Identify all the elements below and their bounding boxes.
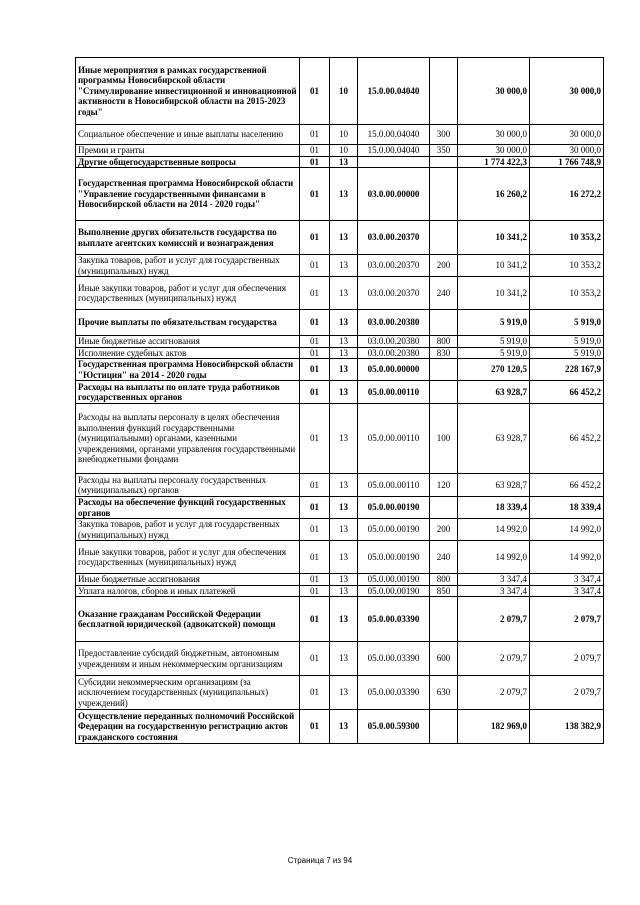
row-sum-2019: 30 000,0 (458, 125, 530, 145)
row-target-article: 05.0.00.00110 (358, 404, 430, 474)
row-section: 01 (300, 277, 330, 310)
row-section: 01 (300, 497, 330, 519)
row-section: 01 (300, 381, 330, 404)
row-expense-type: 850 (430, 585, 458, 597)
row-expense-type: 800 (430, 574, 458, 586)
row-sum-2019: 30 000,0 (458, 58, 530, 125)
row-name: Расходы на выплаты персоналу государственных (муниципальных) органов (76, 474, 300, 497)
table-row (76, 642, 604, 676)
row-target-article: 05.0.00.03390 (358, 597, 430, 642)
row-sum-2020: 66 452,2 (530, 474, 604, 497)
row-section: 01 (300, 125, 330, 145)
row-sum-2019: 63 928,7 (458, 474, 530, 497)
row-target-article: 03.0.00.20380 (358, 347, 430, 359)
table-row (76, 497, 604, 519)
row-name: Иные мероприятия в рамках государственной программы Новосибирской области "Стимулирование инвестиционной и инновационной активности в Новосибирской области на 2015-2023 годы" (76, 58, 300, 125)
table-row (76, 221, 604, 255)
row-subsection: 13 (330, 168, 358, 221)
row-name: Осуществление переданных полномочий Российской Федерации на государственную регистрацию актов гражданского состояния (76, 710, 300, 744)
row-sum-2019: 270 120,5 (458, 359, 530, 381)
row-section: 01 (300, 310, 330, 336)
row-target-article: 05.0.00.00190 (358, 519, 430, 541)
row-sum-2020: 14 992,0 (530, 519, 604, 541)
row-subsection: 10 (330, 58, 358, 125)
row-subsection: 13 (330, 277, 358, 310)
row-sum-2020: 5 919,0 (530, 336, 604, 348)
row-subsection: 13 (330, 221, 358, 255)
row-sum-2019: 10 341,2 (458, 221, 530, 255)
row-sum-2020: 66 452,2 (530, 381, 604, 404)
row-name: Расходы на выплаты персоналу в целях обеспечения выполнения функций государственными (муниципальными) органами, казенными учреждениями, органами управления государственными внебюджетными фондами (76, 404, 300, 474)
table-row (76, 519, 604, 541)
table-body (76, 58, 604, 744)
row-target-article: 05.0.00.00190 (358, 574, 430, 586)
row-subsection: 13 (330, 474, 358, 497)
table-row (76, 277, 604, 310)
row-subsection: 13 (330, 585, 358, 597)
row-sum-2020: 18 339,4 (530, 497, 604, 519)
row-subsection: 13 (330, 255, 358, 277)
row-target-article: 15.0.00.04040 (358, 58, 430, 125)
row-expense-type: 830 (430, 347, 458, 359)
row-subsection: 13 (330, 642, 358, 676)
row-sum-2019: 5 919,0 (458, 347, 530, 359)
row-subsection: 13 (330, 359, 358, 381)
row-expense-type: 600 (430, 642, 458, 676)
row-section: 01 (300, 519, 330, 541)
table-row (76, 310, 604, 336)
row-sum-2019: 14 992,0 (458, 519, 530, 541)
row-sum-2019: 10 341,2 (458, 255, 530, 277)
row-name: Субсидии некоммерческим организациям (за исключением государственных (муниципальных) учреждений) (76, 676, 300, 710)
row-target-article: 05.0.00.59300 (358, 710, 430, 744)
row-name: Иные закупки товаров, работ и услуг для обеспечения государственных (муниципальных) нужд (76, 541, 300, 574)
row-sum-2020: 2 079,7 (530, 676, 604, 710)
row-sum-2020: 138 382,9 (530, 710, 604, 744)
row-name: Выполнение других обязательств государства по выплате агентских комиссий и вознаграждения (76, 221, 300, 255)
row-sum-2020: 5 919,0 (530, 310, 604, 336)
row-section: 01 (300, 642, 330, 676)
row-name: Прочие выплаты по обязательствам государства (76, 310, 300, 336)
table-row (76, 336, 604, 348)
row-sum-2019: 63 928,7 (458, 381, 530, 404)
row-target-article: 03.0.00.00000 (358, 168, 430, 221)
row-sum-2019: 2 079,7 (458, 642, 530, 676)
row-subsection: 13 (330, 710, 358, 744)
row-expense-type (430, 497, 458, 519)
row-sum-2019: 3 347,4 (458, 574, 530, 586)
table-row (76, 381, 604, 404)
row-sum-2020: 3 347,4 (530, 574, 604, 586)
row-target-article: 05.0.00.00110 (358, 381, 430, 404)
row-subsection: 13 (330, 381, 358, 404)
row-expense-type (430, 221, 458, 255)
row-expense-type (430, 597, 458, 642)
row-section: 01 (300, 404, 330, 474)
row-sum-2019: 14 992,0 (458, 541, 530, 574)
row-expense-type: 240 (430, 541, 458, 574)
table-row (76, 404, 604, 474)
row-expense-type (430, 381, 458, 404)
row-expense-type (430, 156, 458, 168)
table-row (76, 255, 604, 277)
row-sum-2020: 1 766 748,9 (530, 156, 604, 168)
row-name: Оказание гражданам Российской Федерации бесплатной юридической (адвокатской) помощи (76, 597, 300, 642)
budget-table (75, 57, 604, 744)
row-sum-2020: 3 347,4 (530, 585, 604, 597)
row-section: 01 (300, 58, 330, 125)
row-section: 01 (300, 585, 330, 597)
table-row (76, 125, 604, 145)
row-sum-2020: 10 353,2 (530, 221, 604, 255)
row-target-article: 05.0.00.00190 (358, 541, 430, 574)
row-expense-type (430, 168, 458, 221)
row-expense-type: 630 (430, 676, 458, 710)
table-row (76, 156, 604, 168)
table-row (76, 574, 604, 586)
row-expense-type (430, 310, 458, 336)
row-section: 01 (300, 168, 330, 221)
row-subsection: 10 (330, 125, 358, 145)
row-sum-2019: 18 339,4 (458, 497, 530, 519)
row-name: Иные закупки товаров, работ и услуг для обеспечения государственных (муниципальных) нужд (76, 277, 300, 310)
row-name: Закупка товаров, работ и услуг для государственных (муниципальных) нужд (76, 255, 300, 277)
row-sum-2020: 30 000,0 (530, 125, 604, 145)
row-sum-2019: 5 919,0 (458, 336, 530, 348)
row-sum-2019: 2 079,7 (458, 597, 530, 642)
row-subsection: 13 (330, 336, 358, 348)
row-section: 01 (300, 474, 330, 497)
row-subsection: 13 (330, 574, 358, 586)
row-subsection: 13 (330, 156, 358, 168)
row-target-article: 05.0.00.00190 (358, 497, 430, 519)
row-section: 01 (300, 255, 330, 277)
table-row (76, 676, 604, 710)
row-expense-type: 120 (430, 474, 458, 497)
row-sum-2019: 63 928,7 (458, 404, 530, 474)
row-sum-2020: 5 919,0 (530, 347, 604, 359)
row-sum-2019: 182 969,0 (458, 710, 530, 744)
row-name: Премии и гранты (76, 145, 300, 157)
table-row (76, 597, 604, 642)
table-row (76, 347, 604, 359)
row-target-article: 03.0.00.20370 (358, 221, 430, 255)
row-sum-2020: 10 353,2 (530, 255, 604, 277)
row-section: 01 (300, 541, 330, 574)
row-subsection: 13 (330, 497, 358, 519)
table-row (76, 359, 604, 381)
row-sum-2020: 16 272,2 (530, 168, 604, 221)
row-name: Государственная программа Новосибирской области "Юстиция" на 2014 - 2020 годы (76, 359, 300, 381)
row-target-article: 15.0.00.04040 (358, 125, 430, 145)
row-subsection: 13 (330, 404, 358, 474)
row-subsection: 13 (330, 347, 358, 359)
row-sum-2019: 16 260,2 (458, 168, 530, 221)
row-target-article: 05.0.00.00000 (358, 359, 430, 381)
row-subsection: 13 (330, 676, 358, 710)
table-row (76, 58, 604, 125)
row-subsection: 13 (330, 597, 358, 642)
row-sum-2020: 228 167,9 (530, 359, 604, 381)
table-row (76, 474, 604, 497)
row-name: Государственная программа Новосибирской области "Управление государственными финансами в Новосибирской области на 2014 - 2020 годы" (76, 168, 300, 221)
row-target-article: 05.0.00.03390 (358, 642, 430, 676)
row-section: 01 (300, 145, 330, 157)
row-target-article: 03.0.00.20370 (358, 277, 430, 310)
row-expense-type (430, 359, 458, 381)
row-section: 01 (300, 347, 330, 359)
row-sum-2019: 2 079,7 (458, 676, 530, 710)
row-name: Социальное обеспечение и иные выплаты населению (76, 125, 300, 145)
row-sum-2020: 2 079,7 (530, 597, 604, 642)
row-name: Закупка товаров, работ и услуг для государственных (муниципальных) нужд (76, 519, 300, 541)
row-target-article: 03.0.00.20380 (358, 336, 430, 348)
row-expense-type: 200 (430, 519, 458, 541)
row-expense-type: 800 (430, 336, 458, 348)
row-section: 01 (300, 676, 330, 710)
row-name: Расходы на обеспечение функций государственных органов (76, 497, 300, 519)
row-name: Другие общегосударственные вопросы (76, 156, 300, 168)
row-section: 01 (300, 156, 330, 168)
row-expense-type: 200 (430, 255, 458, 277)
row-expense-type (430, 58, 458, 125)
row-expense-type (430, 710, 458, 744)
row-name: Исполнение судебных актов (76, 347, 300, 359)
row-sum-2020: 10 353,2 (530, 277, 604, 310)
row-section: 01 (300, 359, 330, 381)
row-sum-2019: 5 919,0 (458, 310, 530, 336)
page-footer: Страница 7 из 94 (287, 856, 353, 865)
row-sum-2020: 66 452,2 (530, 404, 604, 474)
row-name: Иные бюджетные ассигнования (76, 574, 300, 586)
row-name: Расходы на выплаты по оплате труда работников государственных органов (76, 381, 300, 404)
row-name: Предоставление субсидий бюджетным, автономным учреждениям и иным некоммерческим организациям (76, 642, 300, 676)
table-row (76, 541, 604, 574)
row-target-article: 03.0.00.20370 (358, 255, 430, 277)
row-sum-2020: 14 992,0 (530, 541, 604, 574)
row-subsection: 13 (330, 519, 358, 541)
row-sum-2020: 30 000,0 (530, 58, 604, 125)
row-sum-2019: 1 774 422,3 (458, 156, 530, 168)
row-section: 01 (300, 574, 330, 586)
table-row (76, 585, 604, 597)
table-row (76, 168, 604, 221)
row-subsection: 10 (330, 145, 358, 157)
row-expense-type: 100 (430, 404, 458, 474)
row-sum-2019: 30 000,0 (458, 145, 530, 157)
row-target-article: 03.0.00.20380 (358, 310, 430, 336)
row-name: Иные бюджетные ассигнования (76, 336, 300, 348)
row-target-article: 15.0.00.04040 (358, 145, 430, 157)
row-expense-type: 240 (430, 277, 458, 310)
row-subsection: 13 (330, 541, 358, 574)
row-expense-type: 300 (430, 125, 458, 145)
row-sum-2020: 2 079,7 (530, 642, 604, 676)
row-expense-type: 350 (430, 145, 458, 157)
row-sum-2020: 30 000,0 (530, 145, 604, 157)
row-target-article: 05.0.00.00190 (358, 585, 430, 597)
table-row (76, 145, 604, 157)
row-subsection: 13 (330, 310, 358, 336)
row-sum-2019: 10 341,2 (458, 277, 530, 310)
row-name: Уплата налогов, сборов и иных платежей (76, 585, 300, 597)
row-sum-2019: 3 347,4 (458, 585, 530, 597)
row-section: 01 (300, 336, 330, 348)
row-target-article: 05.0.00.00110 (358, 474, 430, 497)
row-section: 01 (300, 597, 330, 642)
row-target-article: 05.0.00.03390 (358, 676, 430, 710)
table-row (76, 710, 604, 744)
row-section: 01 (300, 221, 330, 255)
row-section: 01 (300, 710, 330, 744)
row-target-article (358, 156, 430, 168)
